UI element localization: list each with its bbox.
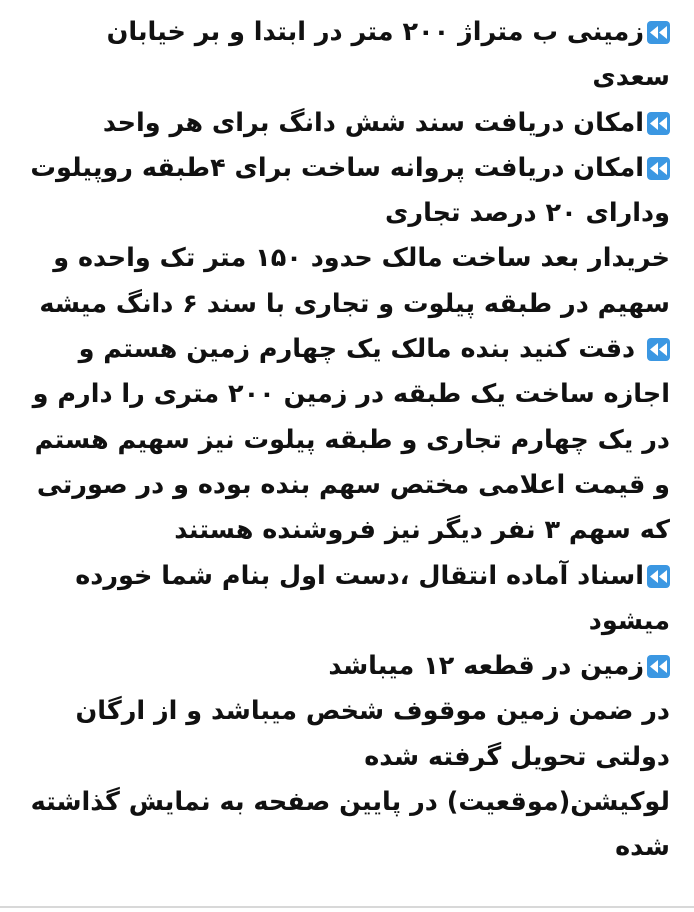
rewind-icon — [647, 21, 670, 44]
paragraph-3-text: امکان دریافت پروانه ساخت برای ۴طبقه روپیلوت ودارای ۲۰ درصد تجاری — [30, 152, 670, 229]
paragraph-8-text: در ضمن زمین موقوف شخص میباشد و از ارگان دولتی تحویل گرفته شده — [75, 696, 670, 772]
paragraph-7 — [24, 644, 670, 689]
paragraph-5-text: دقت کنید بنده مالک یک چهارم زمین هستم و اجازه ساخت یک طبقه در زمین ۲۰۰ متری را دارم و در یک چهارم تجاری و طبقه پیلوت نیز سهیم هستم و قیمت اعلامی مختص سهم بنده بوده و در صورتی که سهم ۳ نفر دیگر نیز فروشنده هستند — [32, 334, 670, 546]
rewind-icon — [647, 112, 670, 135]
message-body — [24, 10, 670, 871]
paragraph-3 — [24, 146, 670, 237]
rewind-icon — [647, 655, 670, 678]
paragraph-9-text: لوکیشن(موقعیت) در پایین صفحه به نمایش گذاشته شده — [30, 787, 670, 863]
rewind-icon — [647, 565, 670, 588]
rewind-icon — [647, 338, 670, 361]
paragraph-2 — [24, 101, 670, 146]
paragraph-6-text: اسناد آماده انتقال ،دست اول بنام شما خورده میشود — [75, 560, 670, 636]
paragraph-1 — [24, 10, 670, 101]
paragraph-1-text: زمینی ب متراژ ۲۰۰ متر در ابتدا و بر خیابان سعدی — [106, 17, 670, 93]
paragraph-4 — [24, 236, 670, 327]
paragraph-5 — [24, 327, 670, 553]
paragraph-9 — [24, 780, 670, 871]
paragraph-6 — [24, 554, 670, 645]
paragraph-7-text: زمین در قطعه ۱۲ میباشد — [328, 651, 644, 682]
paragraph-4-text: خریدار بعد ساخت مالک حدود ۱۵۰ متر تک واحده و سهیم در طبقه پیلوت و تجاری با سند ۶ دانگ میشه — [39, 243, 670, 319]
rewind-icon — [647, 157, 670, 180]
paragraph-8 — [24, 689, 670, 780]
paragraph-2-text: امکان دریافت سند شش دانگ برای هر واحد — [102, 107, 644, 138]
divider — [0, 906, 694, 908]
